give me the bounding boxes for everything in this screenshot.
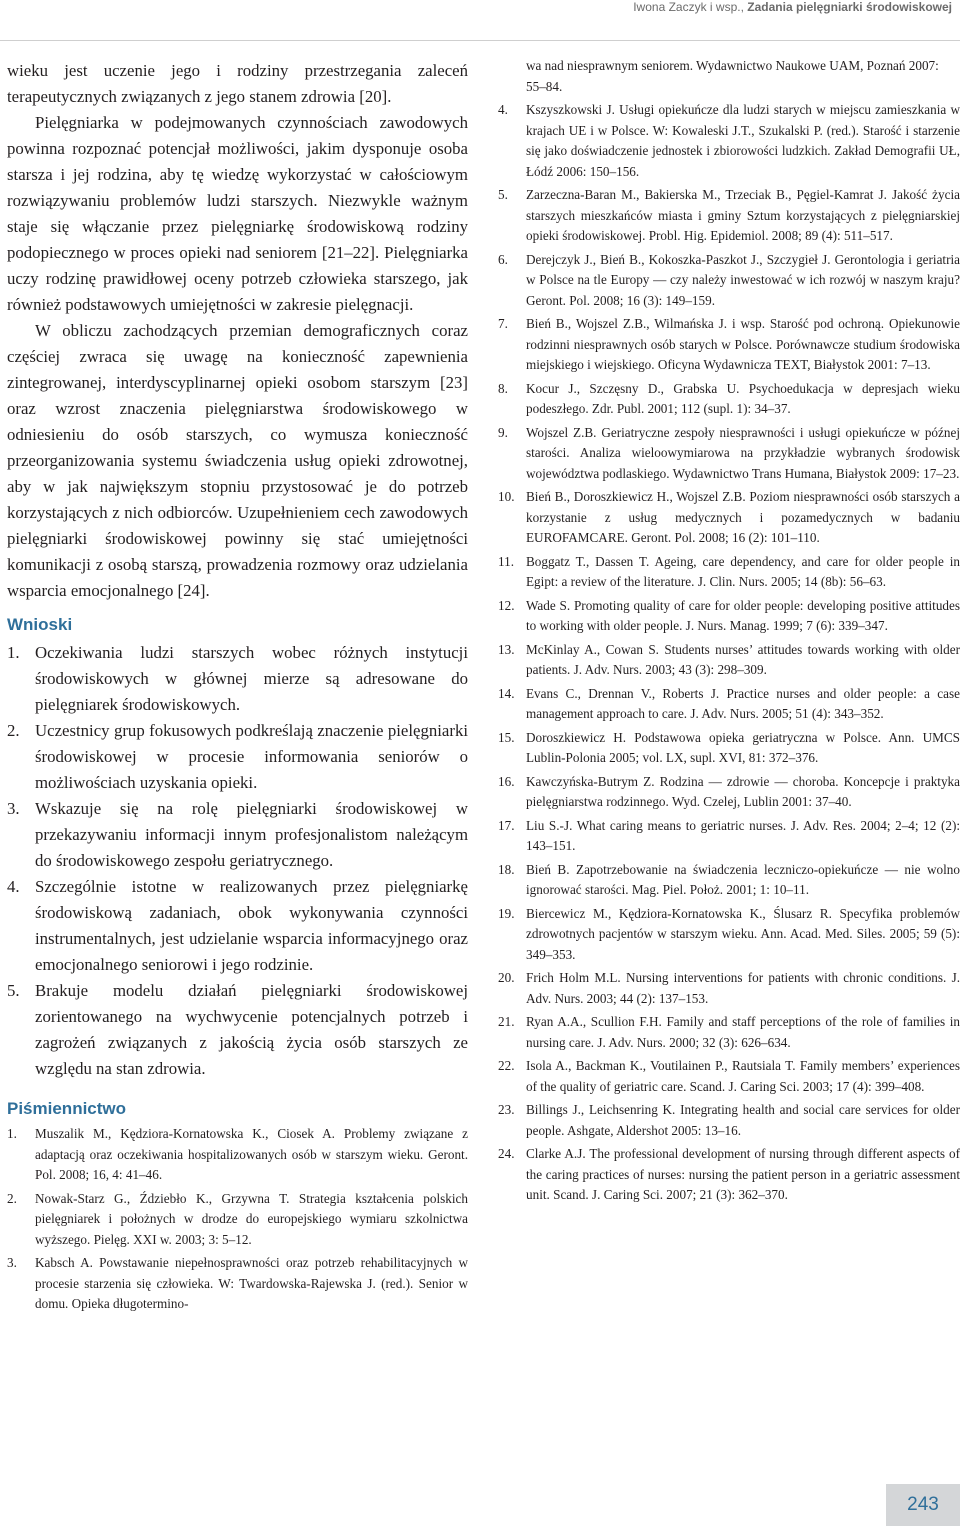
- reference-item: [498, 860, 960, 901]
- left-column: [7, 58, 468, 1318]
- header-divider: [0, 40, 960, 41]
- reference-text: Wade S. Promoting quality of care for older people: developing positive attitudes to working with older people. J. Nurs. Manag. 1999; 7 (6): 339–347.: [526, 597, 960, 633]
- reference-item: [7, 1124, 468, 1186]
- conclusion-item: [7, 874, 468, 978]
- reference-text: Evans C., Drennan V., Roberts J. Practice nurses and older people: a case management approach to care. J. Adv. Nurs. 2005; 51 (4): 343–352.: [526, 685, 960, 721]
- reference-text: Billings J., Leichsenring K. Integrating health and social care services for older people. Ashgate, Aldershot 2005: 13–16.: [526, 1102, 960, 1138]
- reference-text: Derejczyk J., Bień B., Kokoszka-Paszkot J., Szczygieł J. Gerontologia i geriatria w Polsce na tle Europy — czy należy inwestować w ich rozwój w naszym kraju? Geront. Pol. 2008; 16 (3): 149–159.: [526, 251, 960, 308]
- reference-item: [498, 314, 960, 376]
- reference-item: [498, 552, 960, 593]
- reference-item: [498, 1056, 960, 1097]
- body-paragraph: wieku jest uczenie jego i rodziny przestrzegania zaleceń terapeutycznych związanych z jego stanem zdrowia [20].: [7, 61, 468, 106]
- references-list-right: [498, 100, 960, 1206]
- conclusion-item: [7, 796, 468, 874]
- reference-item: [498, 423, 960, 485]
- reference-number: 17.: [498, 817, 515, 833]
- reference-item: [7, 1253, 468, 1315]
- body-paragraph: W obliczu zachodzących przemian demograficznych coraz częściej zwraca się uwagę na konieczność zapewnienia zintegrowanej, interdyscyplinarnej opieki osobom starszym [23] oraz wzrost znaczenia pielęgniarstwa środowiskowego w odniesieniu do osób starszych, co wymusza konieczność przeorganizowania systemu świadczenia usług opieki zdrowotnej, aby w jak największym stopniu przystosować je do potrzeb korzystających z nich odbiorców. Uzupełnieniem cech zawodowych pielęgniarki środowiskowej powinny się stać umiejętności komunikacji z osobą starszą, prowadzenia rozmowy oraz udzielania wsparcia emocjonalnego [24].: [7, 321, 468, 600]
- reference-text: Clarke A.J. The professional development of nursing through different aspects of the caring practices of nurses: nursing the patient person in a geriatric assessment unit. Scand. J. Caring Sci. 2007; 21 (3): 362–370.: [526, 1146, 960, 1202]
- reference-text: Kszyszkowski J. Usługi opiekuńcze dla ludzi starych w miejscu zamieszkania w krajach UE i w Polsce. W: Kowaleski J.T., Szukalski P. (red.). Starość i starzenie się jako doświadczenie jednostek i zbiorowości ludzkich. Zakład Demografii UŁ, Łódź 2006: 150–156.: [526, 102, 960, 179]
- reference-item: [498, 772, 960, 813]
- conclusions-heading: Wnioski: [7, 615, 73, 634]
- reference-text: Kawczyńska-Butrym Z. Rodzina — zdrowie — choroba. Koncepcje i praktyka pielęgniarstwa rodzinnego. Wyd. Czelej, Lublin 2001: 37–40.: [526, 773, 960, 809]
- reference-number: 6.: [498, 251, 508, 267]
- reference-number: 1.: [7, 1126, 17, 1141]
- reference-number: 12.: [498, 597, 515, 613]
- reference-text: Kocur J., Szczęsny D., Grabska U. Psychoedukacja w depresjach wieku podeszłego. Zdr. Publ. 2001; 112 (supl. 1): 34–37.: [526, 380, 960, 416]
- reference-item: [7, 1189, 468, 1251]
- reference-number: 7.: [498, 316, 508, 331]
- reference-text: Kabsch A. Powstawanie niepełnosprawności oraz potrzeb rehabilitacyjnych w procesie starzenia się człowieka. W: Twardowska-Rajewska J. (red.). Senior w domu. Opieka długotermino-: [35, 1255, 468, 1311]
- reference-number: 13.: [498, 641, 515, 657]
- conclusions-list: [7, 640, 468, 1082]
- reference-number: 14.: [498, 685, 515, 701]
- reference-text: Boggatz T., Dassen T. Ageing, care dependency, and care for older people in Egipt: a review of the literature. J. Clin. Nurs. 2005; 14 (8b): 56–63.: [526, 553, 960, 589]
- right-column: [498, 56, 960, 1209]
- reference-number: 11.: [498, 553, 514, 569]
- conclusion-text: Oczekiwania ludzi starszych wobec różnych instytucji środowiskowych w głównej mierze są adresowane do pielęgniarek środowiskowych.: [35, 643, 468, 714]
- reference-item: [498, 379, 960, 420]
- reference-item: [498, 1100, 960, 1141]
- reference-item: [498, 904, 960, 966]
- reference-number: 9.: [498, 424, 508, 440]
- reference-item: [498, 250, 960, 312]
- reference-text: Doroszkiewicz H. Podstawowa opieka geriatryczna w Polsce. Ann. UMCS Lublin-Polonia 2005; vol. LX, supl. XVI, 81: 372–376.: [526, 729, 960, 765]
- reference-item: [498, 100, 960, 182]
- running-header: [0, 0, 960, 40]
- reference-number: 20.: [498, 970, 515, 985]
- reference-text: Bień B. Zapotrzebowanie na świadczenia leczniczo-opiekuńcze — nie wolno ignorować starości. Mag. Piel. Położ. 2001; 1: 10–11.: [526, 861, 960, 897]
- reference-number: 10.: [498, 489, 515, 504]
- conclusion-number: 1.: [7, 643, 20, 662]
- reference-number: 18.: [498, 861, 515, 877]
- reference-text: Ryan A.A., Scullion F.H. Family and staff perceptions of the role of families in nursing care. J. Adv. Nurs. 2000; 32 (3): 626–634.: [526, 1014, 960, 1050]
- reference-text: Biercewicz M., Kędziora-Kornatowska K., Ślusarz R. Specyfika problemów zdrowotnych pacjentów w starszym wieku. Ann. Acad. Med. Siles. 2005; 59 (5): 349–353.: [526, 905, 960, 962]
- reference-number: 24.: [498, 1146, 515, 1161]
- reference-text: Wojszel Z.B. Geriatryczne zespoły niesprawności i usługi opiekuńcze w późnej starości. Analiza wieloowymiarowa na przykładzie wybranych środowisk województwa podlaskiego. Wydawnictwo Trans Humana, Białystok 2009: 17–23.: [526, 424, 960, 481]
- reference-item: [498, 684, 960, 725]
- reference-number: 15.: [498, 729, 515, 745]
- reference-text: Zarzeczna-Baran M., Bakierska M., Trzeciak B., Pęgiel-Kamrat J. Jakość życia starszych mieszkańców miasta i gminy Sztum korzystających z pielęgniarskiej opieki środowiskowej. Probl. Hig. Epidemiol. 2008; 89 (4): 511–517.: [526, 187, 960, 243]
- reference-item: [498, 1012, 960, 1053]
- reference-text: Frich Holm M.L. Nursing interventions for patients with chronic conditions. J. Adv. Nurs. 2003; 44 (2): 137–153.: [526, 970, 960, 1006]
- reference-item: [498, 1144, 960, 1206]
- reference-item: [498, 596, 960, 637]
- reference-text: Nowak-Starz G., Ździebło K., Grzywna T. Strategia kształcenia polskich pielęgniarek i położnych w drodze do europejskiego wymiaru szkolnictwa wyższego. Pielęg. XXI w. 2003; 3: 5–12.: [35, 1190, 468, 1247]
- reference-number: 5.: [498, 187, 508, 202]
- running-header-text: [633, 0, 952, 14]
- reference-continuation: wa nad niesprawnym seniorem. Wydawnictwo Naukowe UAM, Poznań 2007: 55–84.: [526, 58, 939, 94]
- reference-item: [498, 816, 960, 857]
- header-title: Zadania pielęgniarki środowiskowej: [747, 0, 952, 14]
- conclusion-number: 3.: [7, 799, 20, 818]
- reference-item: [498, 968, 960, 1009]
- reference-number: 8.: [498, 380, 508, 396]
- reference-number: 19.: [498, 905, 515, 921]
- reference-number: 23.: [498, 1102, 515, 1117]
- conclusion-text: Uczestnicy grup fokusowych podkreślają znaczenie pielęgniarki środowiskowej w procesie informowania seniorów o możliwościach uzyskania opieki.: [35, 721, 468, 792]
- reference-item: [498, 640, 960, 681]
- conclusion-item: [7, 640, 468, 718]
- reference-number: 3.: [7, 1255, 17, 1270]
- reference-item: [498, 728, 960, 769]
- conclusion-number: 5.: [7, 981, 20, 1000]
- reference-number: 16.: [498, 773, 515, 789]
- conclusion-number: 4.: [7, 877, 20, 896]
- reference-number: 4.: [498, 102, 508, 117]
- reference-text: Liu S.-J. What caring means to geriatric nurses. J. Adv. Res. 2004; 2–4; 12 (2): 143–151.: [526, 817, 960, 853]
- reference-item: [498, 185, 960, 247]
- reference-text: Bień B., Wojszel Z.B., Wilmańska J. i wsp. Starość pod ochroną. Opiekunowie rodzinni niesprawnych osób starych w Polsce. Porównawcze studium środowiska miejskiego i wiejskiego. Oficyna Wydawnicza TEXT, Białystok 2001: 7–13.: [526, 316, 960, 372]
- reference-text: Muszalik M., Kędziora-Kornatowska K., Ciosek A. Problemy związane z adaptacją oraz oczekiwania hospitalizowanych osób w starszym wieku. Geront. Pol. 2008; 16, 4: 41–46.: [35, 1126, 468, 1182]
- conclusion-text: Brakuje modelu działań pielęgniarki środowiskowej zorientowanego na wychwycenie potencjalnych potrzeb i zagrożeń związanych z jakością życia osób starszych ze względu na stan zdrowia.: [35, 981, 468, 1078]
- reference-text: McKinlay A., Cowan S. Students nurses’ attitudes towards working with older patients. J. Adv. Nurs. 2003; 43 (3): 298–309.: [526, 641, 960, 677]
- conclusion-number: 2.: [7, 721, 20, 740]
- reference-number: 2.: [7, 1190, 17, 1206]
- conclusion-text: Wskazuje się na rolę pielęgniarki środowiskowej w przekazywaniu informacji innym profesjonalistom należącym do środowiskowego zespołu geriatrycznego.: [35, 799, 468, 870]
- reference-item: [498, 487, 960, 549]
- reference-number: 22.: [498, 1058, 515, 1073]
- header-authors: Iwona Zaczyk i wsp.,: [633, 0, 744, 14]
- reference-text: Isola A., Backman K., Voutilainen P., Rautsiala T. Family members’ experiences of the quality of geriatric care. Scand. J. Caring Sci. 2003; 17 (4): 399–408.: [526, 1058, 960, 1094]
- references-heading: Piśmiennictwo: [7, 1099, 127, 1118]
- page-number: 243: [886, 1484, 960, 1526]
- conclusion-item: [7, 978, 468, 1082]
- body-paragraph: Pielęgniarka w podejmowanych czynnościach zawodowych powinna rozpoznać potencjał możliwości, jakim dysponuje osoba starsza i jej rodzina, aby tę wiedzę wykorzystać w całościowym rozwiązywaniu problemów ludzi starszych. Niezwykle ważnym staje się włączanie przez pielęgniarkę środowiskową rodziny podopiecznego w proces opieki nad seniorem [21–22]. Pielęgniarka uczy rodzinę prawidłowej oceny potrzeb człowieka starszego, jak również podstawowych umiejętności w zakresie pielęgnacji.: [7, 113, 468, 314]
- conclusion-text: Szczególnie istotne w realizowanych przez pielęgniarkę środowiskową zadaniach, obok wykonywania czynności instrumentalnych, jest udzielanie wsparcia informacyjnego oraz emocjonalnego seniorowi i jego rodzinie.: [35, 877, 468, 974]
- references-list-left: [7, 1124, 468, 1315]
- conclusion-item: [7, 718, 468, 796]
- reference-text: Bień B., Doroszkiewicz H., Wojszel Z.B. Poziom niesprawności osób starszych a korzystanie z usług medycznych i pozamedycznych w badaniu EUROFAMCARE. Geront. Pol. 2008; 16 (2): 101–110.: [526, 489, 960, 545]
- reference-number: 21.: [498, 1014, 515, 1029]
